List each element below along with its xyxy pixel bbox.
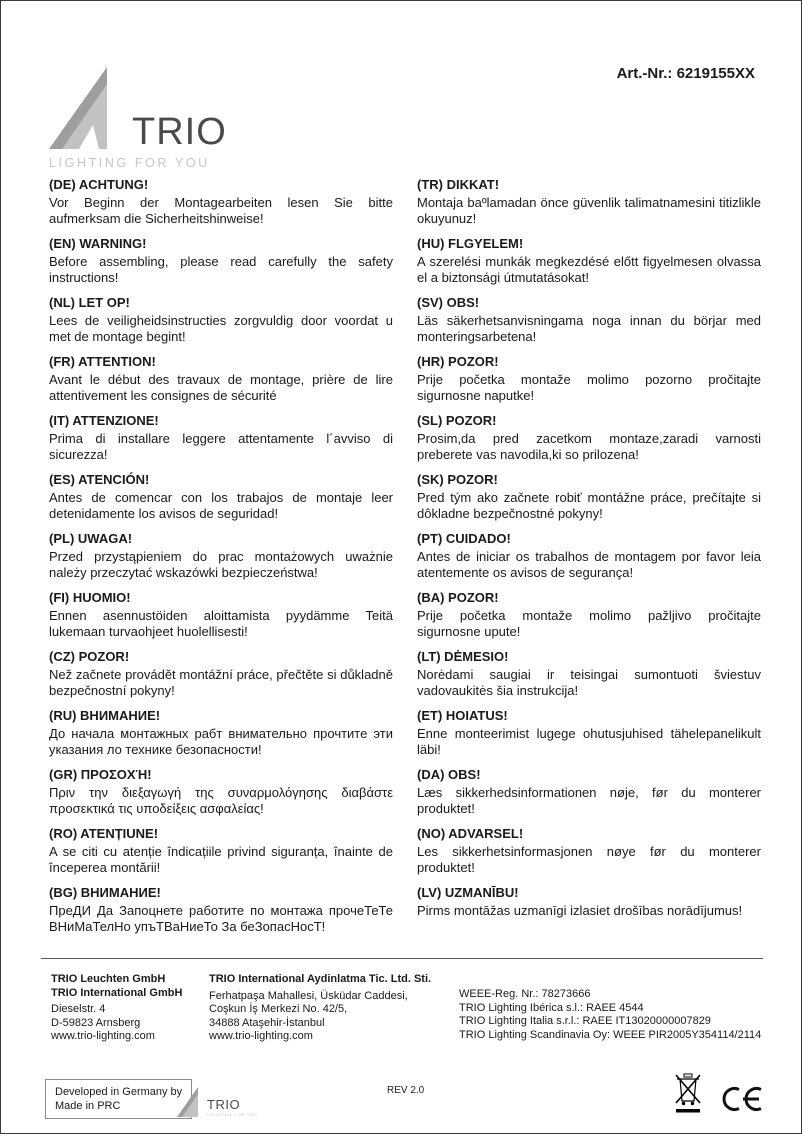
warning-text: Ennen asennustöiden aloittamista pyydämme Teitä lukemaan turvaohjeet huolellisesti! xyxy=(49,608,393,639)
ce-mark-icon xyxy=(719,1085,763,1113)
warning-text: Antes de comencar con los trabajos de montaje leer detenidamente los avisos de seguridad! xyxy=(49,490,393,521)
warning-text: Prije početka montaže molimo pozorno pročitajte sigurnosne naputke! xyxy=(417,372,761,403)
company-address-line: D-59823 Arnsberg xyxy=(51,1016,141,1029)
warning-entry xyxy=(417,649,761,699)
warning-entry xyxy=(49,295,393,345)
company-address-line: Coşkun İş Merkezi No. 42/5, xyxy=(209,1003,348,1015)
warning-entry xyxy=(417,354,761,404)
warning-language-heading: (PT) CUIDADO! xyxy=(417,531,511,546)
warning-language-heading: (EN) WARNING! xyxy=(49,236,147,251)
company-germany-address xyxy=(51,1003,209,1044)
warning-entry xyxy=(49,472,393,522)
multilingual-warnings-section xyxy=(49,177,761,944)
trio-logo-tagline: LIGHTING FOR YOU xyxy=(49,156,210,170)
warning-language-heading: (SK) POZOR! xyxy=(417,472,498,487)
warning-language-heading: (NL) LET OP! xyxy=(49,295,130,310)
warning-text: Pred tým ako začnete robiť montážne práce, prečítajte si dôkladne bezpečnostné pokyny! xyxy=(417,490,761,521)
warning-text: Læs sikkerhedsinformationen nøje, før du monterer produktet! xyxy=(417,785,761,816)
company-turkey-block xyxy=(209,973,459,1044)
warning-text: Montaja baºlamadan önce güvenlik talimatnamesini titizlikle okuyunuz! xyxy=(417,195,761,226)
warning-language-heading: (GR) ΠΡΟΣΟΧΉ! xyxy=(49,767,152,782)
warning-text: Prosim,da pred zacetkom montaze,zaradi varnosti preberete vas navodila,ki so prilozena! xyxy=(417,431,761,462)
warning-language-heading: (NO) ADVARSEL! xyxy=(417,826,524,841)
warning-entry xyxy=(49,236,393,286)
warning-text: Prije početka montaže molimo pažljivo pročitajte sigurnosne upute! xyxy=(417,608,761,639)
registration-line: TRIO Lighting Italia s.r.l.: RAEE IT13020000007829 xyxy=(459,1015,711,1027)
company-address-line: www.trio-lighting.com xyxy=(51,1030,155,1042)
warning-entry xyxy=(49,708,393,758)
warning-entry xyxy=(417,590,761,640)
company-germany-names xyxy=(51,973,209,1000)
registration-line: TRIO Lighting Ibérica s.l.: RAEE 4544 xyxy=(459,1001,644,1014)
warning-text: Avant le début des travaux de montage, prière de lire attentivement les consignes de sécurité xyxy=(49,372,393,403)
company-address-line: www.trio-lighting.com xyxy=(209,1030,313,1042)
origin-line: Made in PRC xyxy=(55,1100,121,1112)
warning-entry xyxy=(417,236,761,286)
warning-text: Les sikkerhetsinformasjonen nøye før du monterer produktet! xyxy=(417,844,761,875)
warning-entry xyxy=(417,531,761,581)
warnings-column-right xyxy=(417,177,761,944)
origin-line: Developed in Germany by xyxy=(55,1086,183,1098)
revision-label: REV 2.0 xyxy=(387,1085,425,1096)
registration-line: TRIO Lighting Scandinavia Oy: WEEE PIR2005Y354114/2114 xyxy=(459,1028,762,1041)
warning-language-heading: (CZ) POZOR! xyxy=(49,649,130,664)
warning-language-heading: (HU) FLGYELEM! xyxy=(417,236,524,251)
trio-logo-small xyxy=(177,1087,258,1117)
warning-language-heading: (RO) ATENȚIUNE! xyxy=(49,826,159,841)
company-address-line: Dieselstr. 4 xyxy=(51,1003,106,1015)
warning-entry xyxy=(417,708,761,758)
warning-text: Pirms montāžas uzmanīgi izlasiet drošības norādījumus! xyxy=(417,903,743,918)
trio-logo-triangle-icon xyxy=(49,67,125,149)
warning-entry xyxy=(49,885,393,935)
warning-text: Prima di installare leggere attentamente l´avviso di sicurezza! xyxy=(49,431,393,462)
warning-language-heading: (BG) ВНИМАНИЕ! xyxy=(49,885,161,900)
warning-text: Antes de iniciar os trabalhos de montagem por favor leia atentemente os avisos de segurança! xyxy=(417,549,761,580)
trio-logo-small-triangle-icon xyxy=(177,1087,205,1117)
registration-line: WEEE-Reg. Nr.: 78273666 xyxy=(459,988,591,1000)
warning-text: Než začnete provádět montážní práce, přečtěte si důkladně bezpečnostní pokyny! xyxy=(49,667,393,698)
warning-entry xyxy=(49,826,393,876)
warning-entry xyxy=(49,531,393,581)
warning-language-heading: (SL) POZOR! xyxy=(417,413,497,428)
warning-text: Before assembling, please read carefully the safety instructions! xyxy=(49,254,393,285)
warning-entry xyxy=(417,826,761,876)
warning-language-heading: (HR) POZOR! xyxy=(417,354,499,369)
warning-text: Πριν την διεξαγωγή της συναρμολόγησης διαβάστε προσεκτικά τις υποδείξεις ασφαλείας! xyxy=(49,785,393,816)
warning-text: A szerelési munkák megkezdésé előtt figyelmesen olvassa el a biztonsági útmutatásokat! xyxy=(417,254,761,285)
warning-text: Läs säkerhetsanvisningama noga innan du börjar med monteringsarbetena! xyxy=(417,313,761,344)
warning-text: Vor Beginn der Montagearbeiten lesen Sie bitte aufmerksam die Sicherheitshinweise! xyxy=(49,195,393,226)
company-turkey-names xyxy=(209,973,459,987)
footer-divider-line xyxy=(41,958,763,959)
warning-entry xyxy=(417,472,761,522)
weee-registrations-block xyxy=(459,973,763,1044)
warning-language-heading: (LV) UZMANĪBU! xyxy=(417,885,519,900)
trio-logo xyxy=(49,67,227,170)
warning-entry xyxy=(49,767,393,817)
warning-entry xyxy=(49,590,393,640)
footer-company-info xyxy=(51,973,763,1044)
warning-text: ПреДИ Да Запоцнете работите по монтажа прочеТеТе ВНиМаТелНо упъТВаНиеТо За беЗопасНосТ! xyxy=(49,903,393,934)
warning-entry xyxy=(49,177,393,227)
warning-entry xyxy=(49,649,393,699)
company-turkey-address xyxy=(209,990,459,1044)
warning-text: Enne monteerimist lugege ohutusjuhised tähelepanelikult läbi! xyxy=(417,726,761,757)
warning-entry xyxy=(417,177,761,227)
warning-entry xyxy=(49,413,393,463)
trio-logo-wordmark: TRIO xyxy=(132,110,227,153)
warning-language-heading: (BA) POZOR! xyxy=(417,590,499,605)
warning-language-heading: (ET) HOIATUS! xyxy=(417,708,508,723)
company-address-line: 34888 Ataşehir-İstanbul xyxy=(209,1016,325,1029)
company-name-line: TRIO International GmbH xyxy=(51,986,183,999)
origin-box xyxy=(45,1079,192,1119)
trio-logo-small-tagline: LIGHTING FOR YOU xyxy=(207,1112,258,1117)
warning-text: Norėdami saugiai ir teisingai sumontuoti šviestuv vadovaukitės šia instrukcija! xyxy=(417,667,761,698)
article-number: Art.-Nr.: 6219155XX xyxy=(616,65,755,82)
company-address-line: Ferhatpaşa Mahallesi, Üsküdar Caddesi, xyxy=(209,989,408,1002)
warning-entry xyxy=(417,295,761,345)
warning-language-heading: (DA) OBS! xyxy=(417,767,481,782)
warning-entry xyxy=(49,354,393,404)
warning-language-heading: (FR) ATTENTION! xyxy=(49,354,156,369)
warning-entry xyxy=(417,885,761,919)
company-name-line: TRIO International Aydinlatma Tic. Ltd. Sti. xyxy=(209,973,432,985)
warnings-column-left xyxy=(49,177,393,944)
warning-text: A se citi cu atenție îndicațiile privind siguranța, înainte de începerea montării! xyxy=(49,844,393,875)
warning-language-heading: (RU) ВНИМАНИЕ! xyxy=(49,708,161,723)
warning-entry xyxy=(417,767,761,817)
warning-language-heading: (SV) OBS! xyxy=(417,295,480,310)
company-germany-block xyxy=(51,973,209,1044)
warning-text: Lees de veiligheidsinstructies zorgvuldig door voordat u met de montage begint! xyxy=(49,313,393,344)
warning-language-heading: (ES) ATENCIÓN! xyxy=(49,472,150,487)
warning-language-heading: (TR) DIKKAT! xyxy=(417,177,500,192)
warning-text: Przed przystąpieniem do prac montażowych uważnie należy przeczytać wskazówki bezpieczeństwa! xyxy=(49,549,393,580)
weee-crossed-bin-icon xyxy=(673,1073,703,1115)
warning-entry xyxy=(417,413,761,463)
warning-language-heading: (PL) UWAGA! xyxy=(49,531,133,546)
warning-text: До начала монтажных рабт внимательно прочтите эти указания ло технике безопасности! xyxy=(49,726,393,757)
warning-language-heading: (DE) ACHTUNG! xyxy=(49,177,149,192)
warning-language-heading: (FI) HUOMIO! xyxy=(49,590,131,605)
warning-language-heading: (LT) DĖMESIO! xyxy=(417,649,509,664)
trio-logo-small-wordmark: TRIO xyxy=(207,1097,241,1112)
company-name-line: TRIO Leuchten GmbH xyxy=(51,973,166,985)
warning-language-heading: (IT) ATTENZIONE! xyxy=(49,413,159,428)
